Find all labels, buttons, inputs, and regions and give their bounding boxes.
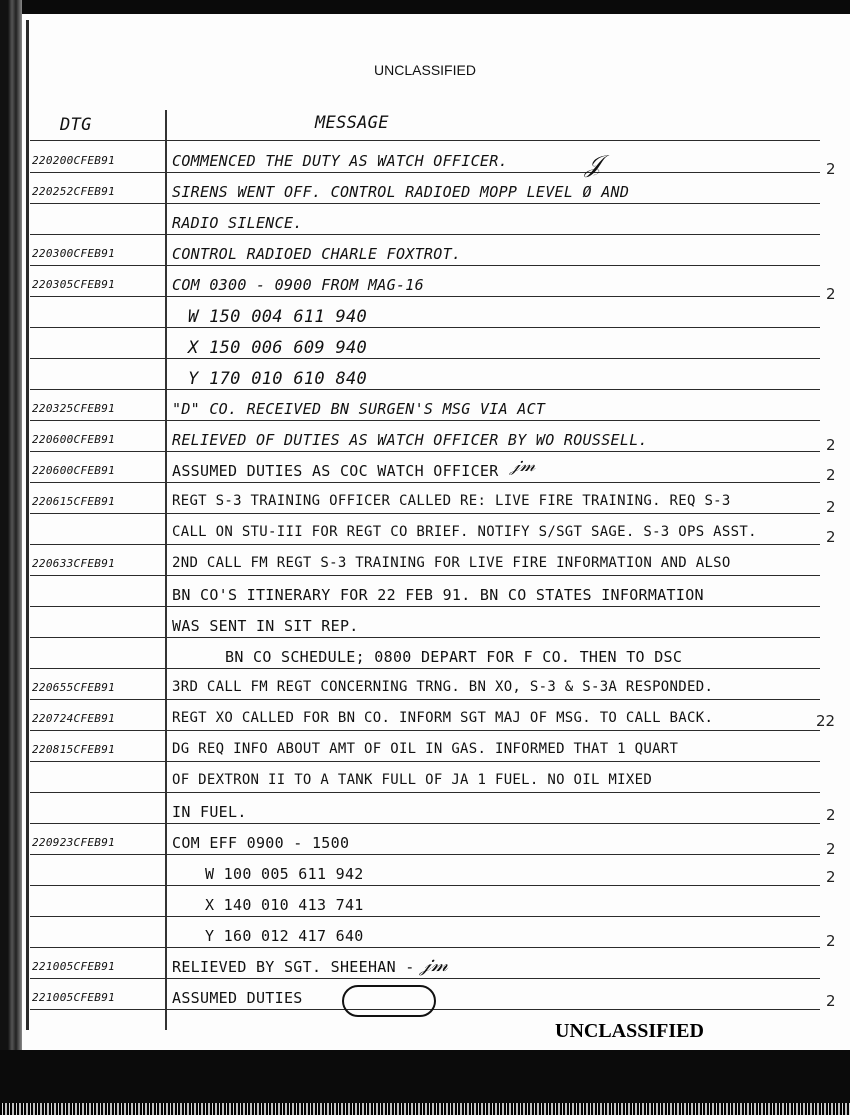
entry-text: DG REQ INFO ABOUT AMT OF OIL IN GAS. INFORMED THAT 1 QUART	[172, 741, 679, 757]
ruled-line	[30, 668, 820, 669]
ruled-line	[30, 792, 820, 793]
dtg-column-header: DTG	[60, 115, 92, 135]
ruled-line	[30, 296, 820, 297]
ruled-line	[30, 699, 820, 700]
entry-text: 2ND CALL FM REGT S-3 TRAINING FOR LIVE FIRE INFORMATION AND ALSO	[172, 555, 731, 571]
margin-mark: 2	[826, 806, 836, 824]
ruled-line	[30, 637, 820, 638]
scan-top-edge	[0, 0, 850, 14]
ruled-line	[30, 761, 820, 762]
margin-mark: 2	[826, 160, 836, 178]
ruled-line	[30, 544, 820, 545]
ruled-line	[30, 265, 820, 266]
entry-dtg: 221005CFEB91	[32, 991, 116, 1004]
entry-dtg: 220325CFEB91	[32, 402, 116, 415]
margin-mark: 22	[816, 712, 836, 730]
entry-text: Y 170 010 610 840	[188, 369, 368, 389]
margin-mark: 2	[826, 528, 836, 546]
entry-text: COMMENCED THE DUTY AS WATCH OFFICER.	[172, 152, 508, 170]
entry-text: OF DEXTRON II TO A TANK FULL OF JA 1 FUEL. NO OIL MIXED	[172, 772, 653, 788]
entry-text: CONTROL RADIOED CHARLE FOXTROT.	[172, 245, 462, 263]
entry-text: RADIO SILENCE.	[172, 214, 303, 232]
ruled-line	[30, 730, 820, 731]
entry-text: IN FUEL.	[172, 803, 247, 821]
entry-dtg: 220200CFEB91	[32, 154, 116, 167]
margin-mark: 2	[826, 436, 836, 454]
entry-dtg: 220633CFEB91	[32, 557, 116, 570]
footer-classification: UNCLASSIFIED	[555, 1020, 704, 1042]
entry-dtg: 220252CFEB91	[32, 185, 116, 198]
entry-text: "D" CO. RECEIVED BN SURGEN'S MSG VIA ACT	[172, 400, 546, 418]
margin-mark: 2	[826, 840, 836, 858]
entry-dtg: 220615CFEB91	[32, 495, 116, 508]
entry-text: X 140 010 413 741	[205, 896, 364, 914]
entry-text: Y 160 012 417 640	[205, 927, 364, 945]
entry-text: RELIEVED BY SGT. SHEEHAN -	[172, 958, 415, 976]
ruled-line	[30, 916, 820, 917]
officer-signature: 𝒿𝓂	[510, 455, 536, 476]
margin-mark: 2	[826, 466, 836, 484]
entry-text: W 150 004 611 940	[188, 307, 368, 327]
entry-text: REGT S-3 TRAINING OFFICER CALLED RE: LIVE FIRE TRAINING. REQ S-3	[172, 493, 731, 509]
ruled-line	[30, 885, 820, 886]
ruled-line	[30, 358, 820, 359]
entry-dtg: 220815CFEB91	[32, 743, 116, 756]
ruled-line	[30, 420, 820, 421]
ruled-line	[30, 451, 820, 452]
message-column-header: MESSAGE	[315, 113, 389, 133]
margin-mark: 2	[826, 868, 836, 886]
entry-dtg: 220655CFEB91	[32, 681, 116, 694]
margin-rule	[26, 20, 29, 1030]
entry-dtg: 220923CFEB91	[32, 836, 116, 849]
ruled-line	[30, 482, 820, 483]
ruled-line	[30, 575, 820, 576]
ruled-line	[30, 203, 820, 204]
entry-text: COM EFF 0900 - 1500	[172, 834, 350, 852]
ruled-line	[30, 978, 820, 979]
margin-mark: 2	[826, 285, 836, 303]
entry-text: RELIEVED OF DUTIES AS WATCH OFFICER BY WO ROUSSELL.	[172, 431, 648, 449]
ruled-line	[30, 140, 820, 141]
ruled-line	[30, 172, 820, 173]
ruled-line	[30, 389, 820, 390]
entry-dtg: 221005CFEB91	[32, 960, 116, 973]
ruled-line	[30, 606, 820, 607]
entry-text: W 100 005 611 942	[205, 865, 364, 883]
entry-text: CALL ON STU-III FOR REGT CO BRIEF. NOTIFY S/SGT SAGE. S-3 OPS ASST.	[172, 524, 757, 540]
ruled-line	[30, 823, 820, 824]
entry-text: 3RD CALL FM REGT CONCERNING TRNG. BN XO, S-3 & S-3A RESPONDED.	[172, 679, 714, 695]
ruled-line	[30, 234, 820, 235]
margin-mark: 2	[826, 498, 836, 516]
ruled-line	[30, 854, 820, 855]
entry-dtg: 220305CFEB91	[32, 278, 116, 291]
entry-text: ASSUMED DUTIES	[172, 989, 303, 1007]
scan-barcode-strip	[0, 1103, 850, 1115]
officer-signature: 𝒿𝓂	[420, 952, 448, 976]
initials-stamp	[342, 985, 436, 1017]
entry-text: SIRENS WENT OFF. CONTROL RADIOED MOPP LEVEL Ø AND	[172, 183, 630, 201]
entry-text: COM 0300 - 0900 FROM MAG-16	[172, 276, 424, 294]
margin-mark: 2	[826, 932, 836, 950]
officer-signature: 𝒥	[585, 150, 602, 178]
entry-dtg: 220600CFEB91	[32, 433, 116, 446]
entry-text: BN CO SCHEDULE; 0800 DEPART FOR F CO. THEN TO DSC	[225, 648, 683, 666]
margin-mark: 2	[826, 992, 836, 1010]
entry-text: WAS SENT IN SIT REP.	[172, 617, 359, 635]
entry-dtg: 220724CFEB91	[32, 712, 116, 725]
ruled-line	[30, 947, 820, 948]
ruled-line	[30, 327, 820, 328]
entry-text: REGT XO CALLED FOR BN CO. INFORM SGT MAJ OF MSG. TO CALL BACK.	[172, 710, 714, 726]
header-classification: UNCLASSIFIED	[374, 62, 476, 78]
entry-text: ASSUMED DUTIES AS COC WATCH OFFICER	[172, 462, 499, 480]
entry-dtg: 220300CFEB91	[32, 247, 116, 260]
entry-text: X 150 006 609 940	[188, 338, 368, 358]
scan-left-binding	[0, 0, 22, 1115]
entry-text: BN CO'S ITINERARY FOR 22 FEB 91. BN CO STATES INFORMATION	[172, 586, 704, 604]
entry-dtg: 220600CFEB91	[32, 464, 116, 477]
column-divider	[165, 110, 167, 1030]
ruled-line	[30, 513, 820, 514]
